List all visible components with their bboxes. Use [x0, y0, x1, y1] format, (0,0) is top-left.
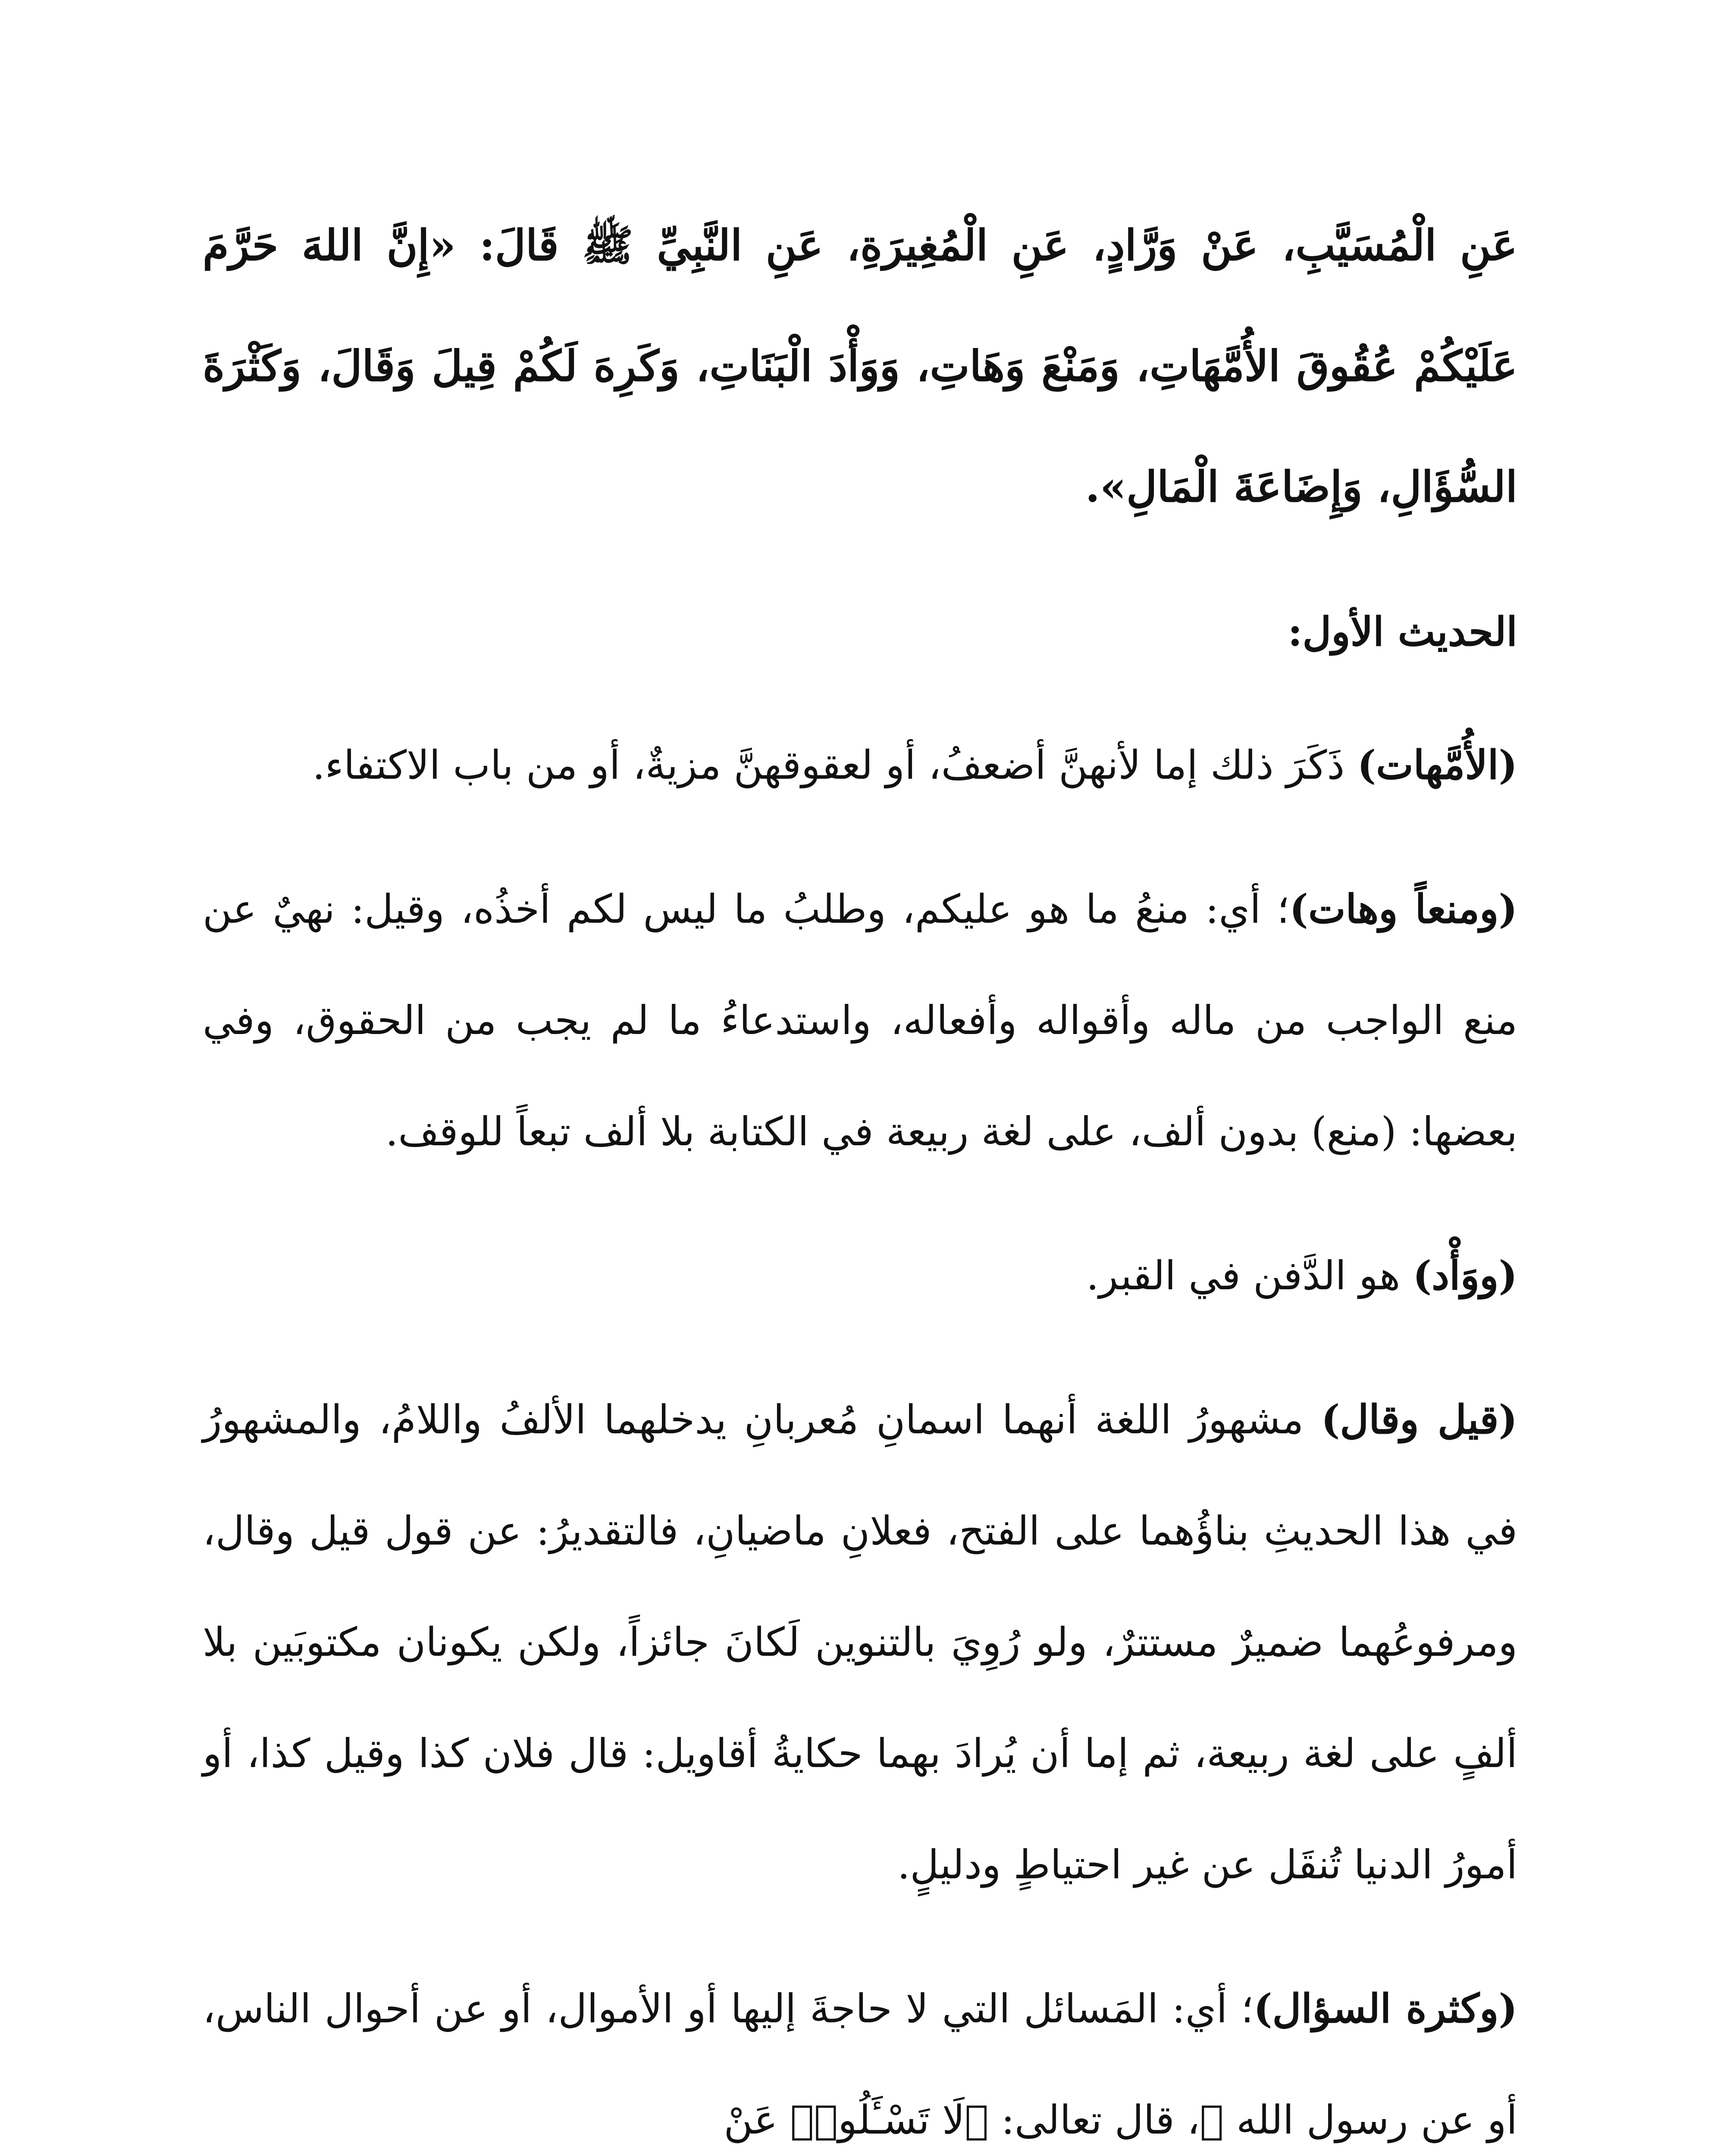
term-qil-wa-qal: (قيل وقال) — [1321, 1396, 1517, 1443]
hadith-text: عَنِ الْمُسَيَّبِ، عَنْ وَرَّادٍ، عَنِ الْمُغِيرَةِ، عَنِ النَّبِيِّ ﷺ قَالَ: «إِنَّ اللهَ حَرَّمَ عَلَيْكُمْ عُقُوقَ الأُمَّهَاتِ، وَمَنْعَ وَهَاتِ، وَوَأْدَ الْبَنَاتِ، وَكَرِهَ لَكُمْ قِيلَ وَقَالَ، وَكَثْرَةَ السُّؤَالِ، وَإِضَاعَةَ الْمَالِ». — [203, 221, 1517, 512]
term-man-wa-hat: (ومنعاً وهات) — [1289, 886, 1517, 932]
term-wad: (ووَأْد) — [1413, 1252, 1517, 1299]
page-body — [203, 185, 1517, 2156]
commentary-paragraph-qil-wa-qal — [203, 1364, 1517, 1921]
commentary-paragraph-wad — [203, 1220, 1517, 1332]
explanation-qil-wa-qal: مشهورُ اللغة أنهما اسمانِ مُعربانِ يدخلهما الألفُ واللامُ، والمشهورُ في هذا الحديثِ بناؤُهما على الفتح، فعلانِ ماضيانِ، فالتقديرُ: عن قول قيل وقال، ومرفوعُهما ضميرٌ مستترٌ، ولو رُوِيَ بالتنوين لَكانَ جائزاً، ولكن يكونان مكتوبَين بلا ألفٍ على لغة ربيعة، ثم إما أن يُرادَ بهما حكايةُ أقاويل: قال فلان كذا وقيل كذا، أو أمورُ الدنيا تُنقَل عن غير احتياطٍ ودليلٍ. — [203, 1397, 1517, 1888]
commentary-paragraph-ummahat — [203, 709, 1517, 821]
term-ummahat: (الأُمَّهات) — [1357, 742, 1517, 788]
term-kathrat-al-suaal: (وكثرة السؤال) — [1254, 1985, 1517, 2032]
explanation-kathrat-al-suaal: ؛ أي: المَسائل التي لا حاجةَ إليها أو الأموال، أو عن أحوال الناس، أو عن رسول الله ﷺ، قال تعالى: ﴿لَا تَسْـَٔلُوا۟ عَنْ — [203, 1986, 1517, 2143]
commentary-paragraph-kathrat-al-suaal — [203, 1953, 1517, 2156]
explanation-wad: هو الدَّفن في القبر. — [1086, 1253, 1413, 1299]
explanation-man-wa-hat: ؛ أي: منعُ ما هو عليكم، وطلبُ ما ليس لكم أخذُه، وقيل: نهيٌ عن منع الواجب من ماله وأقواله وأفعاله، واستدعاءُ ما لم يجب من الحقوق، وفي بعضها: (منع) بدون ألف، على لغة ربيعة في الكتابة بلا ألف تبعاً للوقف. — [203, 886, 1517, 1155]
commentary-paragraph-man-wa-hat — [203, 853, 1517, 1188]
explanation-ummahat: ذَكَرَ ذلك إما لأنهنَّ أضعفُ، أو لعقوقهنَّ مزيةٌ، أو من باب الاكتفاء. — [312, 742, 1357, 788]
section-heading: الحديث الأول: — [1288, 608, 1517, 655]
